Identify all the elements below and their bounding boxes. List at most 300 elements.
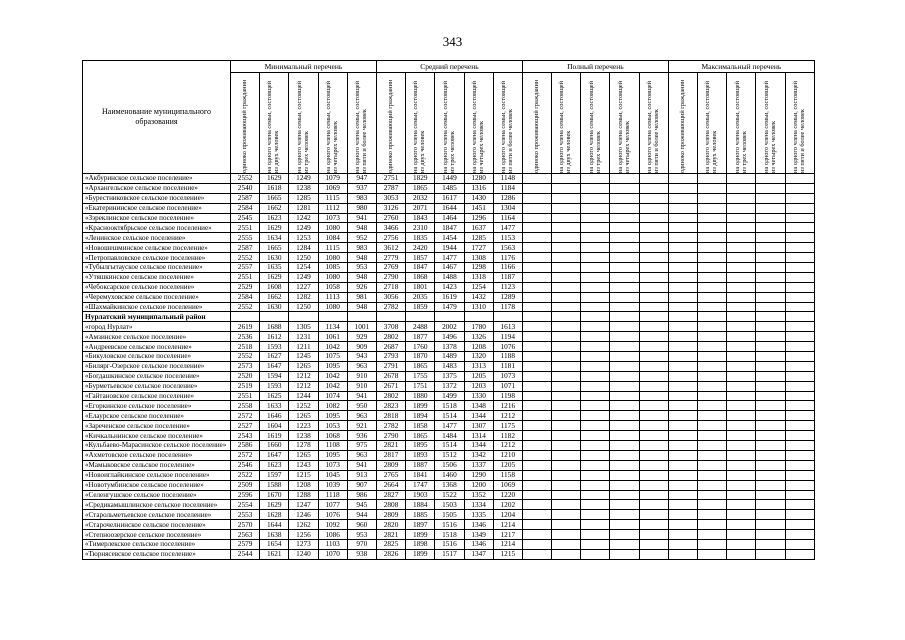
minimal-value: 1647 xyxy=(260,450,289,460)
subsistence-table xyxy=(82,60,815,560)
subheader-cell xyxy=(260,73,289,174)
minimal-value: 1262 xyxy=(289,520,318,530)
maximal-value-empty xyxy=(756,401,785,411)
table-row xyxy=(83,421,815,431)
minimal-value: 1076 xyxy=(318,510,347,520)
average-value: 1184 xyxy=(493,183,522,193)
minimal-value: 1223 xyxy=(289,421,318,431)
header-group-average: Средний перечень xyxy=(376,61,522,73)
municipality-name: «Андреевское сельское поселение» xyxy=(83,342,231,352)
minimal-value: 948 xyxy=(347,272,376,282)
full-value-empty xyxy=(639,352,668,362)
maximal-value-empty xyxy=(698,183,727,193)
minimal-value: 1240 xyxy=(289,549,318,559)
maximal-value-empty xyxy=(668,381,697,391)
minimal-value: 1247 xyxy=(289,500,318,510)
full-value-empty xyxy=(639,272,668,282)
maximal-value-empty xyxy=(785,253,814,263)
average-value: 1898 xyxy=(406,539,435,549)
average-value: 1467 xyxy=(435,263,464,273)
full-value-empty xyxy=(522,332,551,342)
average-value: 1518 xyxy=(435,401,464,411)
maximal-value-empty xyxy=(668,233,697,243)
minimal-value: 1253 xyxy=(289,233,318,243)
average-value: 1220 xyxy=(493,490,522,500)
table-row xyxy=(83,342,815,352)
average-value: 1205 xyxy=(464,371,493,381)
minimal-value: 1080 xyxy=(318,253,347,263)
full-value-empty xyxy=(522,223,551,233)
minimal-value: 943 xyxy=(347,352,376,362)
full-value-empty xyxy=(522,381,551,391)
minimal-value: 950 xyxy=(347,401,376,411)
average-value: 1076 xyxy=(493,342,522,352)
average-value: 1747 xyxy=(406,480,435,490)
average-value: 1484 xyxy=(435,431,464,441)
full-value-empty xyxy=(639,282,668,292)
maximal-value-empty xyxy=(668,193,697,203)
full-value-empty xyxy=(581,233,610,243)
average-value: 3612 xyxy=(376,243,405,253)
minimal-value: 1212 xyxy=(289,381,318,391)
maximal-value-empty xyxy=(756,470,785,480)
minimal-value: 1242 xyxy=(289,213,318,223)
full-value-empty xyxy=(610,500,639,510)
maximal-value-empty xyxy=(668,510,697,520)
minimal-value: 975 xyxy=(347,441,376,451)
average-value: 1344 xyxy=(464,441,493,451)
table-row xyxy=(83,174,815,184)
minimal-value: 1285 xyxy=(289,193,318,203)
minimal-value: 2509 xyxy=(231,480,260,490)
full-value-empty xyxy=(552,441,581,451)
municipality-name: «Акбуринское сельское поселение» xyxy=(83,174,231,184)
maximal-value-empty xyxy=(756,361,785,371)
minimal-value: 1250 xyxy=(289,253,318,263)
full-value-empty xyxy=(610,470,639,480)
minimal-value: 2552 xyxy=(231,253,260,263)
full-value-empty xyxy=(522,213,551,223)
header-group-maximal: Максимальный перечень xyxy=(668,61,814,73)
minimal-value: 1273 xyxy=(289,539,318,549)
full-value-empty xyxy=(581,174,610,184)
minimal-value: 1646 xyxy=(260,411,289,421)
full-value-empty xyxy=(552,174,581,184)
maximal-value-empty xyxy=(668,213,697,223)
average-value: 1512 xyxy=(435,450,464,460)
average-value: 1517 xyxy=(435,549,464,559)
average-value xyxy=(493,312,522,322)
average-value: 2671 xyxy=(376,381,405,391)
maximal-value-empty xyxy=(785,460,814,470)
average-value: 1454 xyxy=(435,233,464,243)
maximal-value-empty xyxy=(668,431,697,441)
average-value: 2791 xyxy=(376,361,405,371)
average-value: 1375 xyxy=(435,371,464,381)
full-value-empty xyxy=(610,421,639,431)
table-row xyxy=(83,243,815,253)
full-value-empty xyxy=(610,174,639,184)
minimal-value: 1608 xyxy=(260,282,289,292)
minimal-value: 1045 xyxy=(318,470,347,480)
minimal-value: 1254 xyxy=(289,263,318,273)
maximal-value-empty xyxy=(698,539,727,549)
average-value: 1200 xyxy=(464,480,493,490)
full-value-empty xyxy=(522,530,551,540)
minimal-value: 1075 xyxy=(318,352,347,362)
full-value-empty xyxy=(610,530,639,540)
minimal-value: 1238 xyxy=(289,431,318,441)
average-value: 1858 xyxy=(406,421,435,431)
full-value-empty xyxy=(552,342,581,352)
maximal-value-empty xyxy=(785,272,814,282)
minimal-value: 948 xyxy=(347,253,376,263)
maximal-value-empty xyxy=(756,253,785,263)
average-value: 1464 xyxy=(435,213,464,223)
minimal-value: 1073 xyxy=(318,213,347,223)
maximal-value-empty xyxy=(698,174,727,184)
minimal-value: 2520 xyxy=(231,371,260,381)
maximal-value-empty xyxy=(727,174,756,184)
minimal-value: 1001 xyxy=(347,322,376,332)
average-value: 1449 xyxy=(435,174,464,184)
minimal-value: 1080 xyxy=(318,302,347,312)
maximal-value-empty xyxy=(756,282,785,292)
subheader-label: на одного члена семьи, состоящей из четырех человек xyxy=(324,81,339,173)
maximal-value-empty xyxy=(727,263,756,273)
municipality-name: «Старочелнинское сельское поселение» xyxy=(83,520,231,530)
full-value-empty xyxy=(639,520,668,530)
maximal-value-empty xyxy=(698,460,727,470)
average-value: 1514 xyxy=(435,411,464,421)
average-value xyxy=(435,312,464,322)
average-value: 1899 xyxy=(406,401,435,411)
table-row xyxy=(83,233,815,243)
minimal-value: 1265 xyxy=(289,361,318,371)
minimal-value xyxy=(318,312,347,322)
full-value-empty xyxy=(522,174,551,184)
maximal-value-empty xyxy=(668,312,697,322)
maximal-value-empty xyxy=(698,203,727,213)
average-value: 1348 xyxy=(464,401,493,411)
maximal-value-empty xyxy=(698,272,727,282)
average-value xyxy=(464,312,493,322)
average-value: 1899 xyxy=(406,530,435,540)
average-value: 2809 xyxy=(376,510,405,520)
minimal-value: 1113 xyxy=(318,292,347,302)
maximal-value-empty xyxy=(756,530,785,540)
average-value: 1307 xyxy=(464,421,493,431)
average-value: 1617 xyxy=(435,193,464,203)
maximal-value-empty xyxy=(756,539,785,549)
average-value: 1516 xyxy=(435,539,464,549)
maximal-value-empty xyxy=(785,371,814,381)
minimal-value: 945 xyxy=(347,500,376,510)
minimal-value: 2545 xyxy=(231,213,260,223)
table-row xyxy=(83,490,815,500)
full-value-empty xyxy=(522,193,551,203)
minimal-value: 1638 xyxy=(260,530,289,540)
average-value: 1166 xyxy=(493,263,522,273)
subheader-cell xyxy=(347,73,376,174)
minimal-value: 1627 xyxy=(260,352,289,362)
full-value-empty xyxy=(552,411,581,421)
maximal-value-empty xyxy=(727,223,756,233)
minimal-value: 1250 xyxy=(289,302,318,312)
table-row xyxy=(83,520,815,530)
maximal-value-empty xyxy=(785,530,814,540)
full-value-empty xyxy=(552,391,581,401)
table-row xyxy=(83,193,815,203)
average-value: 1644 xyxy=(435,203,464,213)
full-value-empty xyxy=(581,401,610,411)
table-row xyxy=(83,500,815,510)
minimal-value: 2553 xyxy=(231,510,260,520)
full-value-empty xyxy=(552,263,581,273)
full-value-empty xyxy=(639,431,668,441)
average-value: 1205 xyxy=(493,460,522,470)
average-value: 1320 xyxy=(464,352,493,362)
municipality-name: «Бурестниковское сельское поселение» xyxy=(83,193,231,203)
average-value: 1285 xyxy=(464,233,493,243)
average-value: 1877 xyxy=(406,332,435,342)
average-value: 1198 xyxy=(493,391,522,401)
full-value-empty xyxy=(552,243,581,253)
header-group-minimal: Минимальный перечень xyxy=(231,61,377,73)
maximal-value-empty xyxy=(727,510,756,520)
maximal-value-empty xyxy=(785,539,814,549)
full-value-empty xyxy=(581,391,610,401)
minimal-value: 1215 xyxy=(289,470,318,480)
minimal-value: 1042 xyxy=(318,371,347,381)
municipality-name: «Билярг-Озерское сельское поселение» xyxy=(83,361,231,371)
municipality-name: «Гайтановское сельское поселение» xyxy=(83,391,231,401)
minimal-value: 1068 xyxy=(318,431,347,441)
average-value: 1727 xyxy=(464,243,493,253)
maximal-value-empty xyxy=(727,441,756,451)
minimal-value: 1593 xyxy=(260,342,289,352)
average-value: 1176 xyxy=(493,253,522,263)
minimal-value: 2596 xyxy=(231,490,260,500)
municipality-name: «Утяшкинское сельское поселение» xyxy=(83,272,231,282)
full-value-empty xyxy=(639,223,668,233)
full-value-empty xyxy=(552,183,581,193)
minimal-value: 1039 xyxy=(318,480,347,490)
maximal-value-empty xyxy=(727,342,756,352)
full-value-empty xyxy=(581,441,610,451)
minimal-value: 1623 xyxy=(260,460,289,470)
full-value-empty xyxy=(581,381,610,391)
municipality-name: «Тюрнясевское сельское поселение» xyxy=(83,549,231,559)
full-value-empty xyxy=(581,203,610,213)
average-value: 2790 xyxy=(376,272,405,282)
minimal-value: 2551 xyxy=(231,223,260,233)
minimal-value: 1077 xyxy=(318,500,347,510)
average-value: 1346 xyxy=(464,539,493,549)
subheader-cell xyxy=(785,73,814,174)
average-value: 1887 xyxy=(406,460,435,470)
maximal-value-empty xyxy=(756,233,785,243)
maximal-value-empty xyxy=(756,213,785,223)
average-value: 2782 xyxy=(376,302,405,312)
header-group-full: Полный перечень xyxy=(522,61,668,73)
municipality-name: «Тимерлекское сельское поселение» xyxy=(83,539,231,549)
average-value: 2664 xyxy=(376,480,405,490)
full-value-empty xyxy=(552,401,581,411)
maximal-value-empty xyxy=(698,490,727,500)
subheader-cell xyxy=(756,73,785,174)
maximal-value-empty xyxy=(698,480,727,490)
full-value-empty xyxy=(581,243,610,253)
subheader-label: на одного члена семьи, состоящей из двух человек xyxy=(266,81,281,173)
full-value-empty xyxy=(581,460,610,470)
maximal-value-empty xyxy=(727,292,756,302)
average-value: 1841 xyxy=(406,470,435,480)
average-value: 1483 xyxy=(435,361,464,371)
minimal-value: 953 xyxy=(347,263,376,273)
maximal-value-empty xyxy=(698,322,727,332)
average-value: 1352 xyxy=(464,490,493,500)
average-value: 2821 xyxy=(376,530,405,540)
minimal-value: 1074 xyxy=(318,391,347,401)
average-value: 1506 xyxy=(435,460,464,470)
average-value: 1335 xyxy=(464,510,493,520)
minimal-value: 1073 xyxy=(318,460,347,470)
maximal-value-empty xyxy=(698,441,727,451)
maximal-value-empty xyxy=(698,431,727,441)
average-value: 1899 xyxy=(406,549,435,559)
average-value: 2818 xyxy=(376,411,405,421)
average-value: 1304 xyxy=(493,203,522,213)
average-value: 1505 xyxy=(435,510,464,520)
full-value-empty xyxy=(581,500,610,510)
average-value: 2765 xyxy=(376,470,405,480)
maximal-value-empty xyxy=(756,272,785,282)
maximal-value-empty xyxy=(727,391,756,401)
minimal-value: 937 xyxy=(347,183,376,193)
full-value-empty xyxy=(522,233,551,243)
maximal-value-empty xyxy=(727,401,756,411)
minimal-value: 963 xyxy=(347,411,376,421)
average-value: 1313 xyxy=(464,361,493,371)
average-value: 1214 xyxy=(493,539,522,549)
maximal-value-empty xyxy=(785,312,814,322)
maximal-value-empty xyxy=(756,371,785,381)
average-value: 1514 xyxy=(435,441,464,451)
average-value: 1865 xyxy=(406,361,435,371)
average-value: 2821 xyxy=(376,441,405,451)
full-value-empty xyxy=(552,272,581,282)
maximal-value-empty xyxy=(756,183,785,193)
municipality-name: «Петропавловское сельское поселение» xyxy=(83,253,231,263)
minimal-value: 1070 xyxy=(318,549,347,559)
average-value: 2826 xyxy=(376,549,405,559)
subheader-cell xyxy=(493,73,522,174)
minimal-value: 1630 xyxy=(260,302,289,312)
minimal-value: 1079 xyxy=(318,174,347,184)
minimal-value: 2579 xyxy=(231,539,260,549)
maximal-value-empty xyxy=(698,411,727,421)
full-value-empty xyxy=(639,332,668,342)
full-value-empty xyxy=(639,312,668,322)
full-value-empty xyxy=(581,292,610,302)
average-value: 1210 xyxy=(493,450,522,460)
average-value: 2032 xyxy=(406,193,435,203)
average-value: 1203 xyxy=(464,381,493,391)
maximal-value-empty xyxy=(785,203,814,213)
minimal-value: 953 xyxy=(347,530,376,540)
maximal-value-empty xyxy=(727,500,756,510)
subheader-label: на одного члена семьи, состоящей из двух человек xyxy=(704,81,719,173)
maximal-value-empty xyxy=(785,223,814,233)
maximal-value-empty xyxy=(668,549,697,559)
minimal-value: 1618 xyxy=(260,183,289,193)
maximal-value-empty xyxy=(785,490,814,500)
minimal-value: 2544 xyxy=(231,549,260,559)
minimal-value: 913 xyxy=(347,470,376,480)
full-value-empty xyxy=(522,292,551,302)
average-value: 1903 xyxy=(406,490,435,500)
maximal-value-empty xyxy=(727,431,756,441)
maximal-value-empty xyxy=(698,401,727,411)
full-value-empty xyxy=(522,243,551,253)
full-value-empty xyxy=(610,510,639,520)
table-row xyxy=(83,361,815,371)
maximal-value-empty xyxy=(785,361,814,371)
subheader-cell xyxy=(376,73,405,174)
average-value: 1208 xyxy=(464,342,493,352)
minimal-value: 1644 xyxy=(260,520,289,530)
table-row xyxy=(83,183,815,193)
average-value: 1318 xyxy=(464,272,493,282)
minimal-value: 2587 xyxy=(231,193,260,203)
full-value-empty xyxy=(610,302,639,312)
average-value: 1073 xyxy=(493,371,522,381)
table-row xyxy=(83,332,815,342)
average-value: 1175 xyxy=(493,421,522,431)
subheader-label: на одного члена семьи, состоящей из четырех человек xyxy=(616,81,631,173)
full-value-empty xyxy=(581,411,610,421)
full-value-empty xyxy=(610,213,639,223)
minimal-value: 1108 xyxy=(318,441,347,451)
average-value: 1780 xyxy=(464,322,493,332)
minimal-value: 947 xyxy=(347,174,376,184)
table-row xyxy=(83,391,815,401)
full-value-empty xyxy=(639,322,668,332)
average-value: 2820 xyxy=(376,520,405,530)
average-value: 3126 xyxy=(376,203,405,213)
minimal-value: 1042 xyxy=(318,342,347,352)
maximal-value-empty xyxy=(668,352,697,362)
table-row xyxy=(83,223,815,233)
minimal-value: 1053 xyxy=(318,421,347,431)
full-value-empty xyxy=(552,510,581,520)
maximal-value-empty xyxy=(698,450,727,460)
table-row xyxy=(83,480,815,490)
maximal-value-empty xyxy=(668,322,697,332)
full-value-empty xyxy=(610,253,639,263)
full-value-empty xyxy=(639,421,668,431)
average-value: 1342 xyxy=(464,450,493,460)
maximal-value-empty xyxy=(756,174,785,184)
full-value-empty xyxy=(639,263,668,273)
minimal-value: 1265 xyxy=(289,411,318,421)
maximal-value-empty xyxy=(727,381,756,391)
maximal-value-empty xyxy=(756,381,785,391)
minimal-value: 1211 xyxy=(289,342,318,352)
maximal-value-empty xyxy=(698,342,727,352)
minimal-value: 2552 xyxy=(231,302,260,312)
